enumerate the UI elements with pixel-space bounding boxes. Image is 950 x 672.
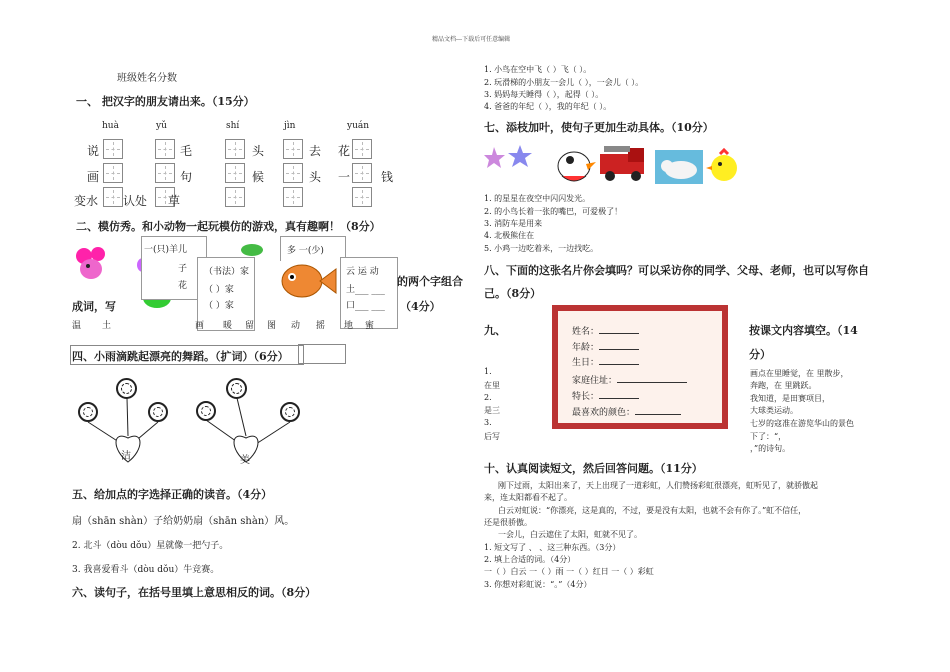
char-liu: 留 (245, 321, 255, 331)
q2-title: 二、模仿秀。和小动物一起玩模仿的游戏，真有趣啊！（8分） (76, 220, 381, 233)
card1-line3: 花 (178, 281, 188, 291)
q9-right-7: ，”的诗句。 (750, 444, 791, 453)
bird-image (552, 142, 596, 186)
q7-line1: 1. 的星星在夜空中闪闪发光。 (484, 194, 591, 203)
q5-line2: 2. 北斗（dòu dǒu）星就像一把勺子。 (72, 541, 229, 551)
raindrop-connectors (70, 374, 320, 474)
q9-right-5: 七岁的寇准在游览华山的景色 (750, 419, 854, 428)
card-field-age: 年龄： (572, 340, 639, 353)
card-field-address: 家庭住址： (572, 373, 687, 386)
q9-right-2: 奔跑，在 里跳跃。 (750, 381, 817, 390)
card-field-name: 姓名： (572, 324, 639, 337)
char-hua3: 画 (195, 321, 205, 331)
card-field-color: 最喜欢的颜色： (572, 405, 681, 418)
q9-right-1: 画点在里睡觉，在 里散步， (750, 369, 849, 378)
q7-title: 七、添枝加叶，使句子更加生动具体。（10分） (484, 121, 714, 134)
q10-q2: 2. 填上合适的词。（4分） (484, 555, 576, 564)
char-hua: 花 (338, 144, 351, 158)
q6-line2: 2. 玩滑梯的小朋友一会儿（ ），一会儿（ ）。 (484, 78, 644, 87)
q5-line1: 扇（shān shàn）子给奶奶扇（shān shàn）风。 (72, 516, 295, 527)
char-cao: 草 (168, 194, 181, 208)
q9-left-6: 后写 (484, 432, 500, 441)
page-header: 精品文档---下载后可任意编辑 (432, 36, 511, 43)
polar-bear-image (655, 150, 703, 184)
writing-box[interactable] (283, 139, 303, 159)
q5-line3: 3. 我喜爱看斗（dòu dǒu）牛竞赛。 (72, 565, 220, 575)
writing-box[interactable] (225, 139, 245, 159)
writing-box[interactable] (352, 139, 372, 159)
writing-box[interactable] (352, 163, 372, 183)
q9-left-1: 1. (484, 367, 492, 376)
q2-left-text: 成词，写 (72, 300, 116, 313)
card-field-talent: 特长： (572, 389, 639, 402)
char-bianshui: 变水 (74, 194, 99, 208)
q9-title2: 分） (749, 348, 771, 361)
char-renchu: 认处 (123, 194, 148, 208)
q2-right-text1: 的两个字组合 (397, 275, 463, 288)
pinyin-3: shí (226, 121, 240, 131)
q6-line3: 3. 妈妈每天睡得（ ），起得（ ）。 (484, 90, 604, 99)
card4-line2: 土___ ___ (346, 285, 385, 295)
q7-line2: 2. 的小鸟长着一张的嘴巴，可爱极了！ (484, 207, 623, 216)
q6-line1: 1. 小鸟在空中飞（ ）飞（ ）。 (484, 65, 592, 74)
q9-title: 按课文内容填空。（14 (749, 324, 858, 337)
q7-line4: 4. 北极熊住在 (484, 231, 535, 240)
leaf-image (240, 242, 264, 258)
q7-line3: 3. 消防车是用来 (484, 219, 543, 228)
char-ju: 句 (180, 170, 193, 184)
char-qian: 钱 (381, 170, 394, 184)
class-name-score-line: 班级姓名分数 (117, 73, 177, 84)
q6-title: 六、读句子，在括号里填上意思相反的词。（8分） (72, 586, 317, 599)
heart-char-jie: 洁 (121, 451, 131, 462)
chick-image (706, 148, 742, 186)
q9-right-4: 大球类运动。 (750, 406, 798, 415)
card4-line1: 云 运 动 (346, 267, 379, 277)
q4-pinyin-box[interactable] (298, 344, 346, 364)
char-qu: 去 (309, 144, 322, 158)
char-shuo: 说 (87, 144, 100, 158)
q9-left-5: 3. (484, 418, 492, 427)
q8-title2: 己。（8分） (484, 287, 542, 300)
writing-box[interactable] (225, 187, 245, 207)
q9-label: 九、 (484, 324, 506, 337)
char-mao: 毛 (180, 144, 193, 158)
char-tou: 头 (252, 144, 265, 158)
pinyin-4: jìn (284, 121, 296, 131)
q10-q1: 1. 短文写了 、 、这三种东西。（3分） (484, 543, 621, 552)
business-card-scroll (552, 305, 728, 429)
q10-title: 十、认真阅读短文，然后回答问题。（11分） (484, 462, 703, 475)
q10-para-2: 来，连太阳都看不起了。 (484, 493, 572, 502)
writing-box[interactable] (103, 139, 123, 159)
q10-q2-blanks: 一（ ）白云 一（ ）雨 一（ ）红日 一（ ）彩虹 (484, 567, 654, 576)
q10-q3: 3. 你想对彩虹说：“。”（4分） (484, 580, 592, 589)
q9-right-6: 下了：“， (750, 432, 787, 441)
char-yi: 一 (338, 170, 351, 184)
char-hua2: 画 (87, 170, 100, 184)
char-yao: 摇 (316, 321, 326, 331)
q6-line4: 4. 爸爸的年纪（ ），我的年纪（ ）。 (484, 102, 612, 111)
q4-title: 四、小雨滴跳起漂亮的舞蹈。（扩词）（6分） (72, 350, 289, 363)
writing-box[interactable] (283, 187, 303, 207)
card2-line2: （ ）家 (204, 285, 234, 295)
q1-title: 一、 把汉字的朋友请出来。（15分） (76, 95, 255, 108)
q5-title: 五、给加点的字选择正确的读音。（4分） (72, 488, 273, 501)
q10-para-1: 刚下过雨，太阳出来了，天上出现了一道彩虹，人们赞扬彩虹很漂亮，虹听见了，就骄傲起 (498, 481, 818, 490)
mouse-image (72, 244, 110, 282)
pinyin-1: huà (102, 121, 119, 131)
char-nuan: 暖 (223, 321, 233, 331)
char-hou: 候 (252, 170, 265, 184)
writing-box[interactable] (103, 163, 123, 183)
q9-left-2: 在里 (484, 381, 500, 390)
q7-line5: 5. 小鸡一边吃着米，一边找吃。 (484, 244, 599, 253)
writing-box[interactable] (283, 163, 303, 183)
card3-line1: 多 一(少) (287, 246, 324, 256)
card-field-birthday: 生日： (572, 355, 639, 368)
writing-box[interactable] (155, 139, 175, 159)
char-tu2: 图 (267, 321, 277, 331)
fire-truck-image (598, 140, 652, 184)
char-tu: 土 (102, 321, 112, 331)
card2-line1: （书法）家 (204, 267, 250, 277)
fish-image (278, 255, 338, 307)
card4-line3: 口___ ___ (346, 301, 385, 311)
q8-title: 八、下面的这张名片你会填吗？可以采访你的同学、父母、老师，也可以写你自 (484, 264, 869, 277)
q9-left-4: 是三 (484, 406, 500, 415)
char-di: 地 (344, 321, 354, 331)
char-dong: 动 (291, 321, 301, 331)
q2-right-text2: （4分） (400, 300, 441, 313)
q10-para-4: 还是很骄傲。 (484, 518, 532, 527)
q10-para-3: 白云对虹说：“你漂亮，这是真的，不过，要是没有太阳，也就不会有你了。”虹不信任， (498, 506, 807, 515)
pinyin-2: yǔ (156, 121, 167, 131)
writing-box[interactable] (352, 187, 372, 207)
stars-image (484, 143, 544, 173)
writing-box[interactable] (225, 163, 245, 183)
heart-char-mei: 美 (240, 455, 250, 466)
char-tou2: 头 (309, 170, 322, 184)
writing-box[interactable] (155, 163, 175, 183)
char-mi: 蜜 (365, 321, 375, 331)
q9-right-3: 我知道，是田赛项目， (750, 394, 830, 403)
writing-box[interactable] (103, 187, 123, 207)
q10-para-5: 一会儿，白云遮住了太阳，虹就不见了。 (498, 530, 642, 539)
card1-line2: 子 (178, 264, 188, 274)
pinyin-5: yuán (347, 121, 370, 131)
char-wen: 温 (72, 321, 82, 331)
card1-line1: 一(只)羊儿 (144, 245, 188, 255)
q9-left-3: 2. (484, 393, 492, 402)
card2-line3: （ ）家 (204, 301, 234, 311)
